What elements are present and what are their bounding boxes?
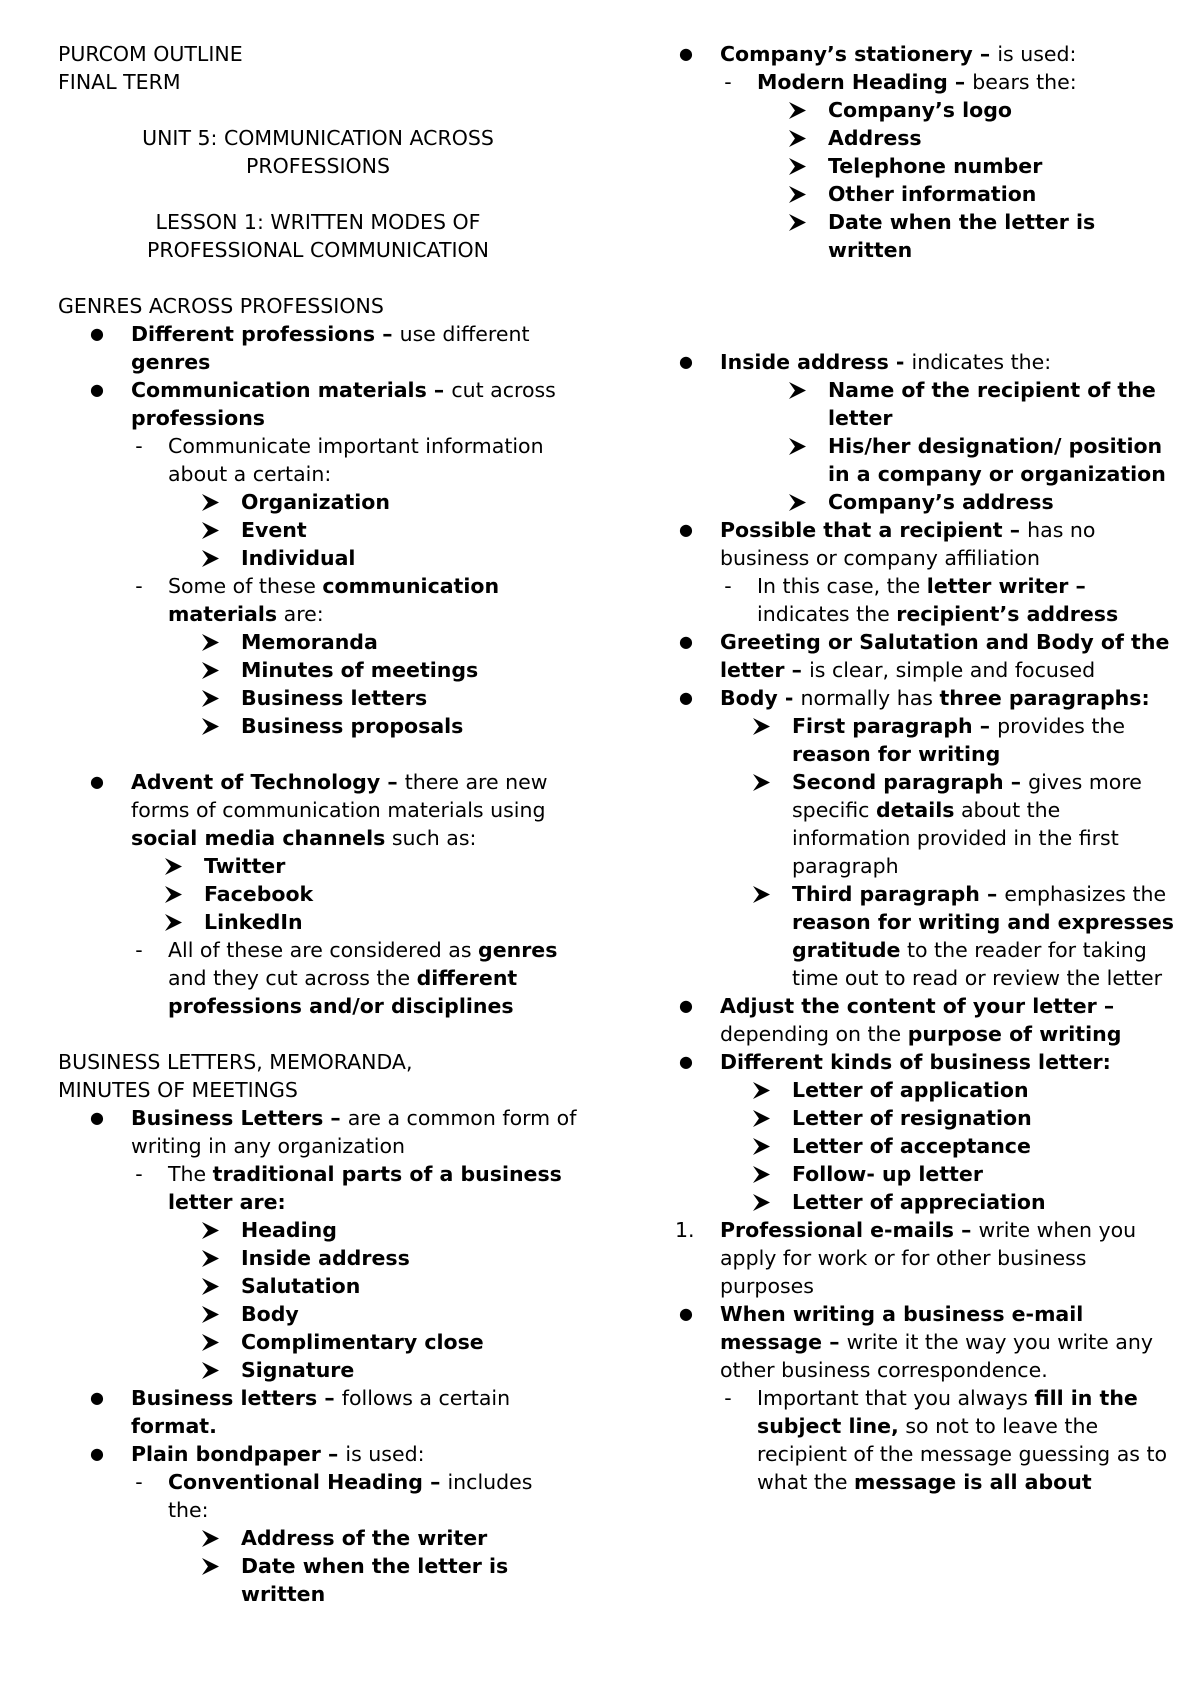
list-item: ● Body - normally has three paragraphs: <box>675 684 1175 712</box>
list-item: Other information <box>675 180 1175 208</box>
list-item: - Conventional Heading – includes the: <box>58 1468 578 1524</box>
bullet-dot-icon: ● <box>679 1304 693 1323</box>
list-item: ● Different professions – use different genres <box>58 320 578 376</box>
list-item: Signature <box>58 1356 578 1384</box>
arrowhead-bullet-icon <box>201 712 219 740</box>
list-item: Telephone number <box>675 152 1175 180</box>
list-item: Letter of application <box>675 1076 1175 1104</box>
list-item: Date when the letter is written <box>675 208 1175 264</box>
arrowhead-bullet-icon <box>752 880 770 908</box>
bullet-dot-icon: ● <box>679 44 693 63</box>
business-letters-list <box>58 1104 578 1608</box>
list-item: Letter of resignation <box>675 1104 1175 1132</box>
list-item: Business proposals <box>58 712 578 740</box>
doc-subtitle: FINAL TERM <box>58 70 181 94</box>
list-item: Minutes of meetings <box>58 656 578 684</box>
letter-parts-list <box>675 348 1175 1496</box>
list-item: Salutation <box>58 1272 578 1300</box>
arrowhead-bullet-icon <box>164 852 182 880</box>
list-item: ● Different kinds of business letter: <box>675 1048 1175 1076</box>
arrowhead-bullet-icon <box>788 152 806 180</box>
list-item: Company’s address <box>675 488 1175 516</box>
list-item: ● Communication materials – cut across professions <box>58 376 578 432</box>
list-item: Business letters <box>58 684 578 712</box>
arrowhead-bullet-icon <box>201 1244 219 1272</box>
arrowhead-bullet-icon <box>752 712 770 740</box>
dash-icon: - <box>135 1162 143 1186</box>
arrowhead-bullet-icon <box>788 96 806 124</box>
list-item: Date when the letter is written <box>58 1552 578 1608</box>
bullet-dot-icon: ● <box>679 996 693 1015</box>
list-item: Body <box>58 1300 578 1328</box>
list-item: Company’s logo <box>675 96 1175 124</box>
unit-heading-line1: UNIT 5: COMMUNICATION ACROSS <box>142 126 494 150</box>
list-item: Heading <box>58 1216 578 1244</box>
arrowhead-bullet-icon <box>201 1524 219 1552</box>
list-item: - In this case, the letter writer – indicates the recipient’s address <box>675 572 1175 628</box>
dash-icon: - <box>724 70 732 94</box>
arrowhead-bullet-icon <box>201 488 219 516</box>
list-item: - The traditional parts of a business letter are: <box>58 1160 578 1216</box>
arrowhead-bullet-icon <box>201 1300 219 1328</box>
bullet-dot-icon: ● <box>679 632 693 651</box>
list-item: ● Inside address - indicates the: <box>675 348 1175 376</box>
list-item: ● Possible that a recipient – has no business or company affiliation <box>675 516 1175 572</box>
dash-icon: - <box>135 434 143 458</box>
list-item: Organization <box>58 488 578 516</box>
arrowhead-bullet-icon <box>752 1076 770 1104</box>
list-item: Memoranda <box>58 628 578 656</box>
dash-icon: - <box>724 574 732 598</box>
list-item: 1. Professional e-mails – write when you apply for work or for other business purposes <box>675 1218 1137 1298</box>
arrowhead-bullet-icon <box>201 544 219 572</box>
arrowhead-bullet-icon <box>788 124 806 152</box>
arrowhead-bullet-icon <box>752 1160 770 1188</box>
right-column <box>675 40 1175 1496</box>
list-item: Complimentary close <box>58 1328 578 1356</box>
bullet-dot-icon: ● <box>90 1388 104 1407</box>
arrowhead-bullet-icon <box>788 180 806 208</box>
bullet-dot-icon: ● <box>679 688 693 707</box>
list-item: ● Advent of Technology – there are new forms of communication materials using social media channels such as: <box>58 768 578 852</box>
section-heading-business: BUSINESS LETTERS, MEMORANDA, <box>58 1050 413 1074</box>
list-item: - Communicate important information about a certain: <box>58 432 578 488</box>
list-item: Individual <box>58 544 578 572</box>
arrowhead-bullet-icon <box>201 516 219 544</box>
list-item: Follow- up letter <box>675 1160 1175 1188</box>
list-item: Event <box>58 516 578 544</box>
arrowhead-bullet-icon <box>201 628 219 656</box>
bullet-dot-icon: ● <box>90 324 104 343</box>
bullet-dot-icon: ● <box>90 1444 104 1463</box>
arrowhead-bullet-icon <box>788 432 806 460</box>
list-item: Address <box>675 124 1175 152</box>
lesson-heading-line1: LESSON 1: WRITTEN MODES OF <box>155 210 481 234</box>
arrowhead-bullet-icon <box>201 1216 219 1244</box>
arrowhead-bullet-icon <box>752 1132 770 1160</box>
list-number: 1. <box>675 1218 695 1242</box>
arrowhead-bullet-icon <box>788 208 806 236</box>
genres-list <box>58 320 578 740</box>
arrowhead-bullet-icon <box>788 376 806 404</box>
section-heading-genres: GENRES ACROSS PROFESSIONS <box>58 294 384 318</box>
doc-title: PURCOM OUTLINE <box>58 42 243 66</box>
list-item: Letter of appreciation <box>675 1188 1175 1216</box>
arrowhead-bullet-icon <box>752 1104 770 1132</box>
list-item: Second paragraph – gives more specific details about the information provided in the first paragraph <box>675 768 1175 880</box>
lesson-heading-line2: PROFESSIONAL COMMUNICATION <box>147 238 489 262</box>
arrowhead-bullet-icon <box>201 1356 219 1384</box>
list-item: ● Adjust the content of your letter – depending on the purpose of writing <box>675 992 1175 1048</box>
list-item: ● Business letters – follows a certain format. <box>58 1384 578 1440</box>
technology-list <box>58 768 578 1020</box>
list-item: ● When writing a business e-mail message – write it the way you write any other business correspondence. <box>675 1300 1175 1384</box>
dash-icon: - <box>135 1470 143 1494</box>
dash-icon: - <box>135 574 143 598</box>
left-column <box>58 40 578 1608</box>
list-item: - Modern Heading – bears the: <box>675 68 1175 96</box>
list-item: Third paragraph – emphasizes the reason for writing and expresses gratitude to the reader for taking time out to read or review the letter <box>675 880 1175 992</box>
bullet-dot-icon: ● <box>90 1108 104 1127</box>
arrowhead-bullet-icon <box>164 908 182 936</box>
unit-heading-line2: PROFESSIONS <box>245 154 391 178</box>
list-item: ● Plain bondpaper – is used: <box>58 1440 578 1468</box>
bullet-dot-icon: ● <box>679 520 693 539</box>
arrowhead-bullet-icon <box>788 488 806 516</box>
stationery-list <box>675 40 1175 264</box>
bullet-dot-icon: ● <box>679 1052 693 1071</box>
list-item: Facebook <box>58 880 578 908</box>
list-item: Letter of acceptance <box>675 1132 1175 1160</box>
section-heading-business-line2: MINUTES OF MEETINGS <box>58 1078 298 1102</box>
arrowhead-bullet-icon <box>752 1188 770 1216</box>
list-item: - Important that you always fill in the subject line, so not to leave the recipient of the message guessing as to what the message is all about <box>675 1384 1175 1496</box>
list-item: Name of the recipient of the letter <box>675 376 1175 432</box>
bullet-dot-icon: ● <box>90 380 104 399</box>
list-item: LinkedIn <box>58 908 578 936</box>
list-item: ● Business Letters – are a common form of writing in any organization <box>58 1104 578 1160</box>
dash-icon: - <box>135 938 143 962</box>
list-item: First paragraph – provides the reason for writing <box>675 712 1175 768</box>
bullet-dot-icon: ● <box>679 352 693 371</box>
arrowhead-bullet-icon <box>201 656 219 684</box>
arrowhead-bullet-icon <box>201 1328 219 1356</box>
list-item: - Some of these communication materials are: <box>58 572 578 628</box>
arrowhead-bullet-icon <box>201 1552 219 1580</box>
arrowhead-bullet-icon <box>752 768 770 796</box>
arrowhead-bullet-icon <box>201 1272 219 1300</box>
list-item: Inside address <box>58 1244 578 1272</box>
list-item: - All of these are considered as genres and they cut across the different professions and/or disciplines <box>58 936 578 1020</box>
dash-icon: - <box>724 1386 732 1410</box>
list-item: Address of the writer <box>58 1524 578 1552</box>
list-item: ● Company’s stationery – is used: <box>675 40 1175 68</box>
list-item: His/her designation/ position in a company or organization <box>675 432 1175 488</box>
bullet-dot-icon: ● <box>90 772 104 791</box>
arrowhead-bullet-icon <box>201 684 219 712</box>
list-item: ● Greeting or Salutation and Body of the letter – is clear, simple and focused <box>675 628 1175 684</box>
arrowhead-bullet-icon <box>164 880 182 908</box>
list-item: Twitter <box>58 852 578 880</box>
